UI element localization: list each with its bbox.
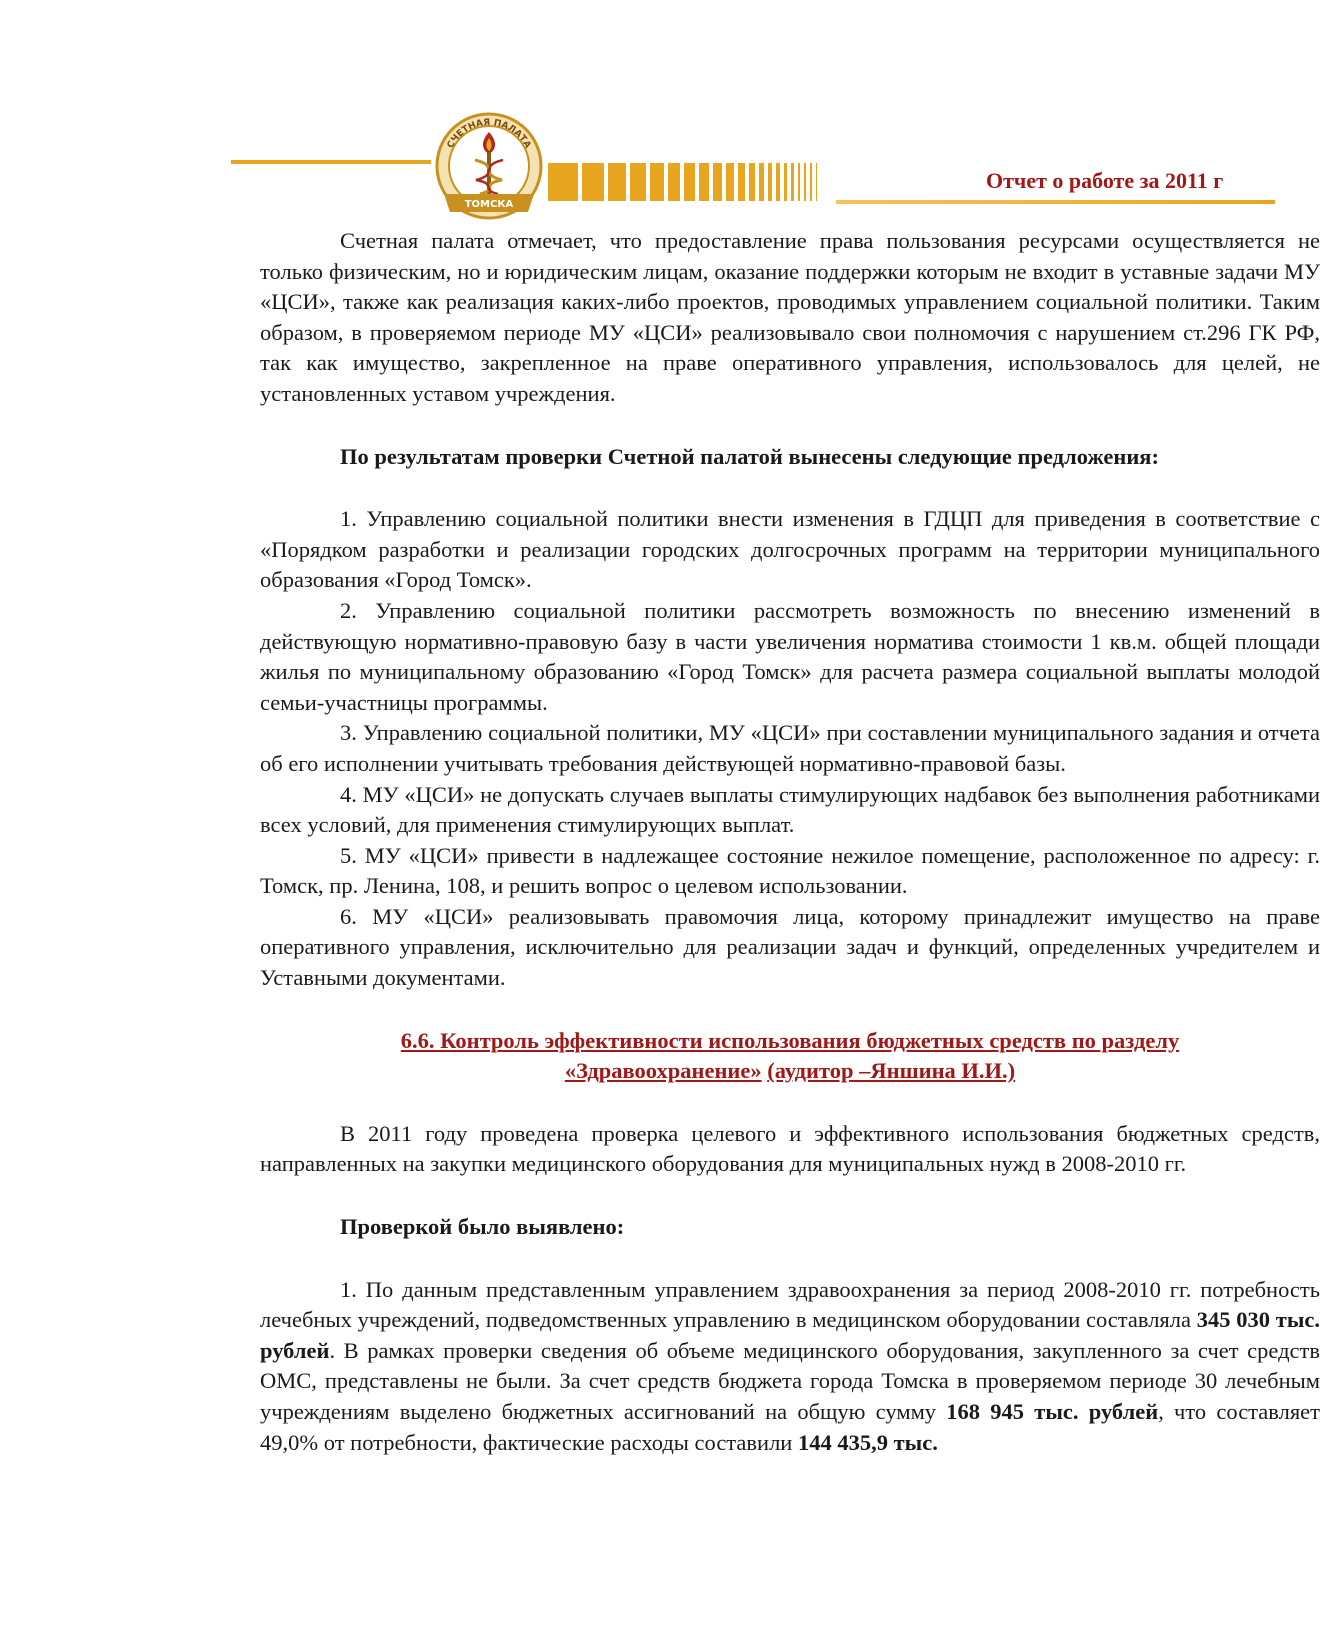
document-body bbox=[260, 226, 1320, 1458]
proposal-item: 4. МУ «ЦСИ» не допускать случаев выплаты стимулирующих надбавок без выполнения работниками всех условий, для применения стимулирующих выплат. bbox=[260, 781, 1320, 838]
report-title: Отчет о работе за 2011 г bbox=[986, 168, 1224, 193]
header-rule-right bbox=[836, 200, 1275, 204]
findings-heading: Проверкой было выявлено: bbox=[340, 1214, 625, 1240]
svg-text:СЧЕТНАЯ ПАЛАТА: СЧЕТНАЯ ПАЛАТА bbox=[445, 117, 533, 151]
proposal-item: 2. Управлению социальной политики рассмотреть возможность по внесению изменений в действующую нормативно-правовую базу в части увеличения норматива стоимости 1 кв.м. общей площади жилья по муниципальному образованию «Город Томск» для расчета размера социальной выплаты молодой семьи-участницы программы. bbox=[260, 597, 1320, 715]
section-title-topic: «Здравоохранение» bbox=[564, 1058, 762, 1084]
chamber-emblem-icon bbox=[430, 108, 548, 226]
amount-allocated: 168 945 тыс. рублей bbox=[946, 1399, 1159, 1424]
proposal-item: 1. Управлению социальной политики внести изменения в ГДЦП для приведения в соответствие с «Порядком разработки и реализации городских долгосрочных программ на территории муниципального образования «Город Томск». bbox=[260, 506, 1320, 593]
proposal-item: 6. МУ «ЦСИ» реализовывать правомочия лица, которому принадлежит имущество на праве оперативного управления, исключительно для реализации задач и функций, определенных учредителем и Уставными документами. bbox=[260, 903, 1320, 991]
page-header bbox=[0, 0, 1275, 225]
header-rule-left bbox=[231, 160, 431, 164]
paragraph-audit-intro: В 2011 году проведена проверка целевого и эффективного использования бюджетных средств, направленных на закупки медицинского оборудования для муниципальных нужд в 2008-2010 гг. bbox=[260, 1120, 1320, 1177]
proposal-item: 5. МУ «ЦСИ» привести в надлежащее состояние нежилое помещение, расположенное по адресу: г. Томск, пр. Ленина, 108, и решить вопрос о целевом использовании. bbox=[260, 842, 1320, 899]
finding-item: 1. По данным представленным управлением здравоохранения за период 2008-2010 гг. потребность лечебных учреждений, подведомственных управлению в медицинском оборудовании составляла 345 030 тыс. рублей. В рамках проверки сведения об объеме медицинского оборудования, закупленного за счет средств ОМС, представлены не были. За счет средств бюджета города Томска в проверяемом периоде 30 лечебным учреждениям выделено бюджетных ассигнований на общую сумму 168 945 тыс. рублей, что составляет 49,0% от потребности, фактические расходы составили 144 435,9 тыс. bbox=[260, 1276, 1320, 1455]
amount-need: 345 030 тыс. рублей bbox=[260, 1307, 1320, 1363]
svg-text:ТОМСКА: ТОМСКА bbox=[464, 199, 514, 210]
section-title-auditor: (аудитор –Яншина И.И.) bbox=[767, 1058, 1016, 1084]
proposals-list bbox=[260, 504, 1320, 994]
proposal-item: 3. Управлению социальной политики, МУ «ЦСИ» при составлении муниципального задания и отчета об его исполнении учитывать требования действующей нормативно-правовой базы. bbox=[260, 720, 1320, 776]
paragraph-usage-violation: Счетная палата отмечает, что предоставление права пользования ресурсами осуществляется не только физическим, но и юридическим лицам, оказание поддержки которым не входит в уставные задачи МУ «ЦСИ», также как реализация каких-либо проектов, проводимых управлением социальной политики. Таким образом, в проверяемом периоде МУ «ЦСИ» реализовывало свои полномочия с нарушением ст.296 ГК РФ, так как имущество, закрепленное на праве оперативного управления, использовалось для целей, не установленных уставом учреждения. bbox=[260, 228, 1320, 406]
header-stripes bbox=[548, 163, 836, 201]
section-title-line1: 6.6. Контроль эффективности использования бюджетных средств по разделу bbox=[400, 1027, 1180, 1053]
amount-actual: 144 435,9 тыс. bbox=[797, 1429, 938, 1455]
proposals-heading: По результатам проверки Счетной палатой вынесены следующие предложения: bbox=[340, 443, 1159, 469]
section-title bbox=[260, 1026, 1320, 1087]
